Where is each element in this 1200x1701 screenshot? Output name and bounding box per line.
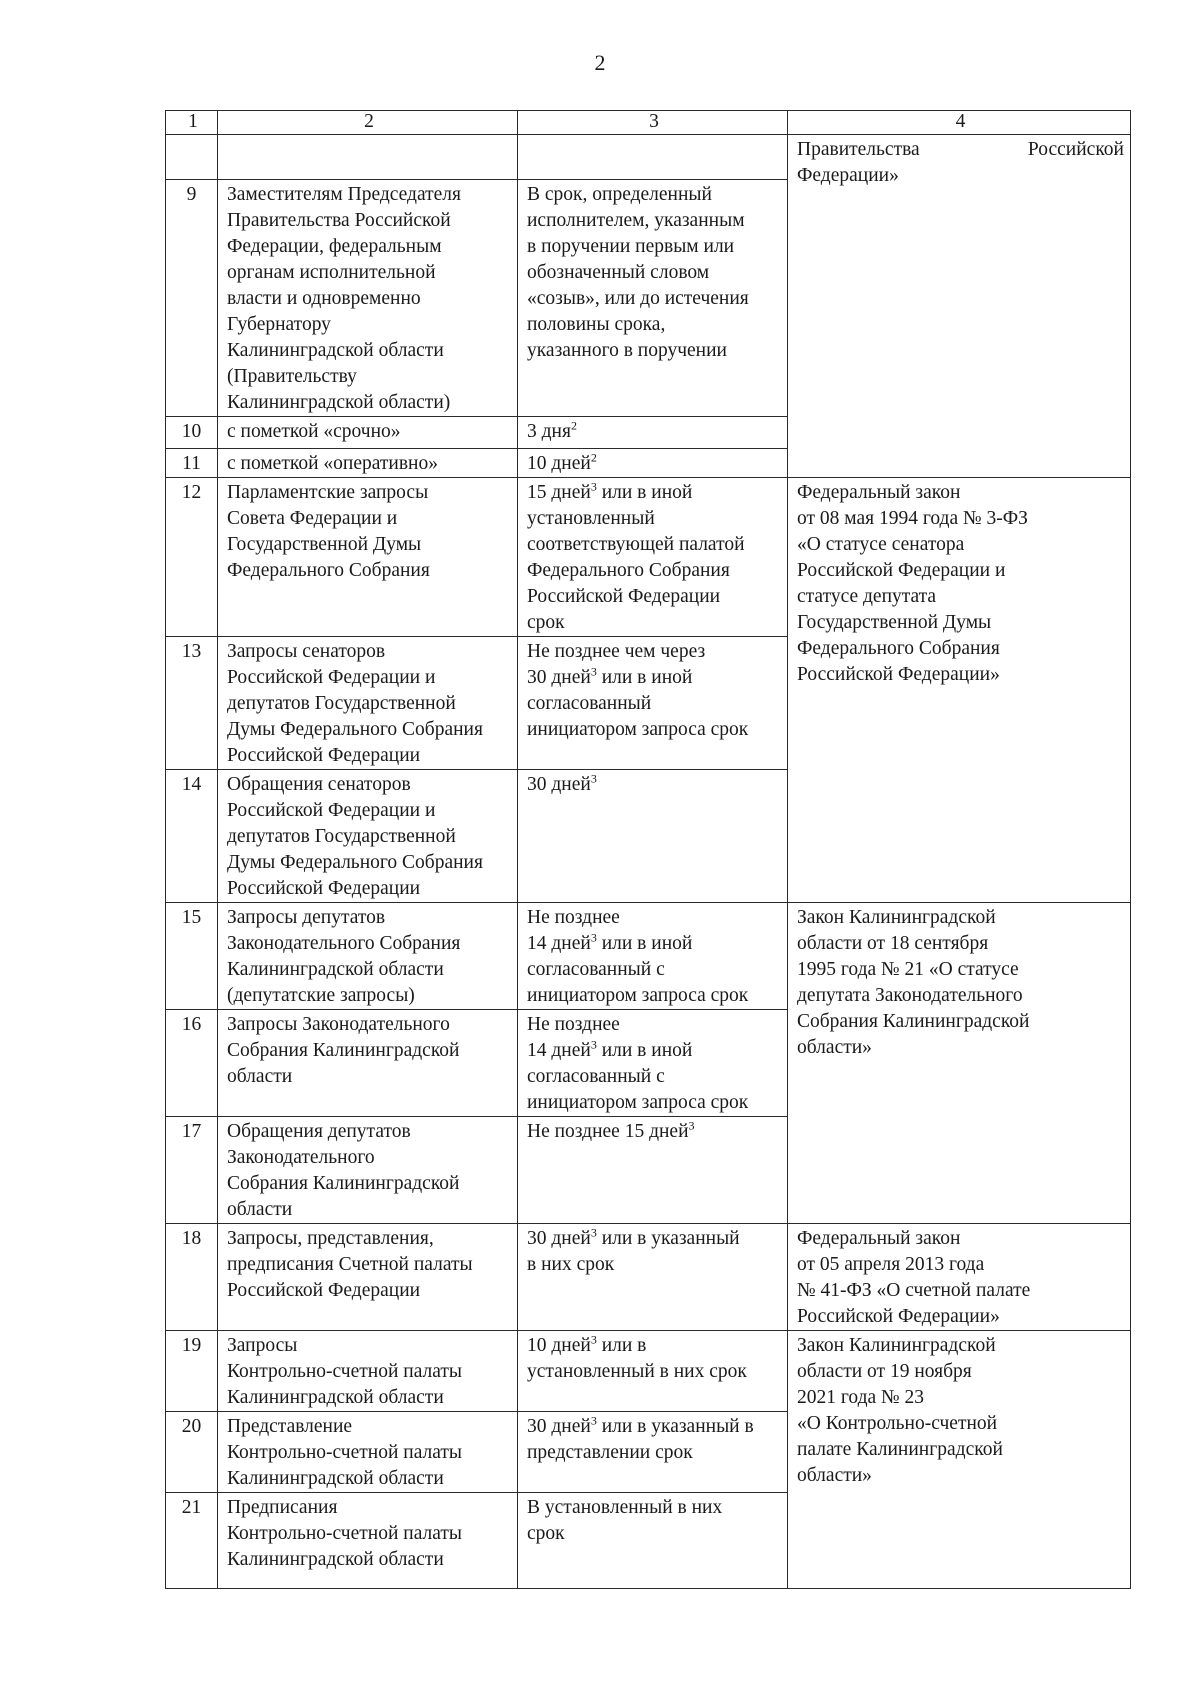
- row-number: 13: [166, 637, 218, 770]
- table-header-row: [166, 111, 1131, 135]
- footnote-mark: 3: [590, 1037, 597, 1052]
- footnote-mark: 3: [590, 930, 597, 945]
- deadline-text: Не позднее чем через 30 дней: [527, 641, 706, 688]
- page-number: 2: [594, 50, 606, 75]
- row-basis: Закон Калининградской области от 19 ноября 2021 года № 23 «О Контрольно-счетной палате Калининградской области»: [788, 1331, 1131, 1589]
- row-deadline: [518, 449, 788, 478]
- row-number: 15: [166, 903, 218, 1010]
- footnote-mark: 3: [590, 1413, 597, 1428]
- row-deadline: В установленный в них срок: [518, 1493, 788, 1589]
- footnote-mark: 2: [570, 418, 577, 433]
- deadline-text: 15 дней: [527, 482, 591, 503]
- row-subject: Запросы, представления, предписания Счетной палаты Российской Федерации: [218, 1224, 518, 1331]
- row-deadline: [518, 1412, 788, 1493]
- deadline-text: 30 дней: [527, 774, 591, 795]
- footnote-mark: 3: [688, 1118, 695, 1133]
- row-basis: Федеральный закон от 05 апреля 2013 года № 41-ФЗ «О счетной палате Российской Федерации»: [788, 1224, 1131, 1331]
- header-col-2: 2: [218, 111, 518, 135]
- header-col-3: 3: [518, 111, 788, 135]
- row-subject: Предписания Контрольно-счетной палаты Калининградской области: [218, 1493, 518, 1589]
- header-col-4: 4: [788, 111, 1131, 135]
- deadline-text: 3 дня: [527, 421, 571, 442]
- row-deadline: [518, 417, 788, 449]
- row-subject: Представление Контрольно-счетной палаты Калининградской области: [218, 1412, 518, 1493]
- footnote-mark: 3: [590, 1225, 597, 1240]
- footnote-mark: 3: [590, 1332, 597, 1347]
- deadline-text-rest: или в указанный в них срок: [527, 1228, 740, 1275]
- row-subject: Запросы депутатов Законодательного Собрания Калининградской области (депутатские запросы): [218, 903, 518, 1010]
- deadline-text: 30 дней: [527, 1228, 591, 1249]
- row-deadline: [518, 1331, 788, 1412]
- basis-text: Федерации»: [797, 165, 899, 186]
- row-basis: Федеральный закон от 08 мая 1994 года № 3-ФЗ «О статусе сенатора Российской Федерации и статусе депутата Государственной Думы Федерального Собрания Российской Федерации»: [788, 478, 1131, 903]
- table-row: [166, 903, 1131, 1010]
- row-number: 18: [166, 1224, 218, 1331]
- table-row: [166, 135, 1131, 180]
- footnote-mark: 3: [590, 664, 597, 679]
- row-number: 10: [166, 417, 218, 449]
- row-number: 12: [166, 478, 218, 637]
- deadline-text: Не позднее 14 дней: [527, 1014, 620, 1061]
- basis-text-first-line: Правительства Российской: [797, 139, 1124, 160]
- row-number: 14: [166, 770, 218, 903]
- row-subject: с пометкой «оперативно»: [218, 449, 518, 478]
- row-basis: [788, 135, 1131, 478]
- footnote-mark: 3: [590, 771, 597, 786]
- row-subject: [218, 135, 518, 180]
- row-subject: Запросы Законодательного Собрания Калининградской области: [218, 1010, 518, 1117]
- deadlines-table: [165, 110, 1131, 1589]
- deadline-text-rest: или в иной согласованный инициатором запроса срок: [527, 667, 749, 740]
- row-deadline: [518, 770, 788, 903]
- row-deadline: [518, 637, 788, 770]
- deadline-text-rest: или в установленный в них срок: [527, 1335, 747, 1382]
- deadline-text-rest: или в указанный в представлении срок: [527, 1416, 754, 1463]
- row-deadline: [518, 1224, 788, 1331]
- footnote-mark: 3: [590, 479, 597, 494]
- row-basis: Закон Калининградской области от 18 сентября 1995 года № 21 «О статусе депутата Законодательного Собрания Калининградской области»: [788, 903, 1131, 1224]
- row-deadline: [518, 135, 788, 180]
- row-number: 21: [166, 1493, 218, 1589]
- header-col-1: 1: [166, 111, 218, 135]
- row-subject: Парламентские запросы Совета Федерации и Государственной Думы Федерального Собрания: [218, 478, 518, 637]
- deadline-text-rest: или в иной установленный соответствующей палатой Федерального Собрания Российской Федерации срок: [527, 482, 745, 633]
- row-deadline: [518, 1117, 788, 1224]
- deadline-text: Не позднее 14 дней: [527, 907, 620, 954]
- row-subject: с пометкой «срочно»: [218, 417, 518, 449]
- row-number: [166, 135, 218, 180]
- row-subject: Обращения сенаторов Российской Федерации и депутатов Государственной Думы Федерального Собрания Российской Федерации: [218, 770, 518, 903]
- row-number: 11: [166, 449, 218, 478]
- row-subject: Обращения депутатов Законодательного Собрания Калининградской области: [218, 1117, 518, 1224]
- row-number: 9: [166, 180, 218, 417]
- row-subject: Заместителям Председателя Правительства Российской Федерации, федеральным органам исполнительной власти и одновременно Губернатору Калининградской области (Правительству Калининградской области): [218, 180, 518, 417]
- row-number: 20: [166, 1412, 218, 1493]
- row-deadline: [518, 903, 788, 1010]
- deadline-text-rest: или в иной согласованный с инициатором запроса срок: [527, 933, 749, 1006]
- row-subject: Запросы сенаторов Российской Федерации и депутатов Государственной Думы Федерального Собрания Российской Федерации: [218, 637, 518, 770]
- row-subject: Запросы Контрольно-счетной палаты Калининградской области: [218, 1331, 518, 1412]
- row-deadline: [518, 478, 788, 637]
- deadline-text: 10 дней: [527, 453, 591, 474]
- deadline-text: Не позднее 15 дней: [527, 1121, 689, 1142]
- table-row: [166, 1331, 1131, 1412]
- row-deadline: [518, 1010, 788, 1117]
- row-number: 19: [166, 1331, 218, 1412]
- deadline-text: 10 дней: [527, 1335, 591, 1356]
- footnote-mark: 2: [590, 450, 597, 465]
- row-deadline: В срок, определенный исполнителем, указанным в поручении первым или обозначенный словом «созыв», или до истечения половины срока, указанного в поручении: [518, 180, 788, 417]
- deadline-text-rest: или в иной согласованный с инициатором запроса срок: [527, 1040, 749, 1113]
- row-number: 16: [166, 1010, 218, 1117]
- table-row: [166, 478, 1131, 637]
- row-number: 17: [166, 1117, 218, 1224]
- deadline-text: 30 дней: [527, 1416, 591, 1437]
- table-row: [166, 1224, 1131, 1331]
